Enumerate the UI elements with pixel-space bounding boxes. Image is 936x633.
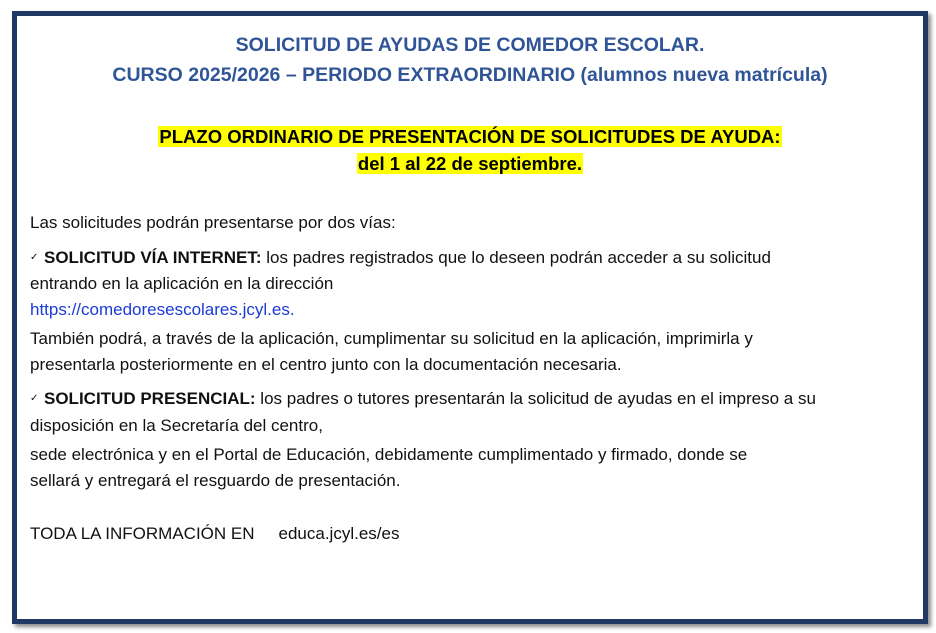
notice-title-line1: SOLICITUD DE AYUDAS DE COMEDOR ESCOLAR. <box>235 34 705 56</box>
intro-text: Las solicitudes podrán presentarse por dos vías: <box>30 213 396 232</box>
deadline-line2 <box>17 150 923 178</box>
presencial-line3: sede electrónica y en el Portal de Educación, debidamente cumplimentado y firmado, donde se <box>30 445 748 464</box>
footer-label: TODA LA INFORMACIÓN EN <box>30 524 255 543</box>
deadline-highlight-1: PLAZO ORDINARIO DE PRESENTACIÓN DE SOLICITUDES DE AYUDA: <box>159 126 781 147</box>
notice-title-line2: CURSO 2025/2026 – PERIODO EXTRAORDINARIO (alumnos nueva matrícula) <box>112 64 828 86</box>
check-bullet-icon: ✓ <box>30 251 39 263</box>
comedores-link[interactable]: https://comedoresescolares.jcyl.es. <box>30 300 295 319</box>
internet-label: SOLICITUD VÍA INTERNET: <box>44 248 262 267</box>
presencial-line2: disposición en la Secretaría del centro, <box>30 416 323 435</box>
internet-text1: los padres registrados que lo deseen podrán acceder a su solicitud <box>261 248 771 267</box>
notice-frame <box>12 11 928 624</box>
presencial-line1 <box>30 386 816 413</box>
internet-line1 <box>30 245 771 272</box>
deadline-highlight-2: del 1 al 22 de septiembre. <box>357 153 583 174</box>
footer-info <box>30 521 399 547</box>
check-bullet-icon: ✓ <box>30 392 39 404</box>
presencial-text1: los padres o tutores presentarán la solicitud de ayudas en el impreso a su <box>255 389 816 408</box>
internet-line3: También podrá, a través de la aplicación, cumplimentar su solicitud en la aplicación, imprimirla y <box>30 329 753 348</box>
presencial-line4: sellará y entregará el resguardo de presentación. <box>30 471 401 490</box>
internet-line2: entrando en la aplicación en la dirección <box>30 274 334 293</box>
presencial-label: SOLICITUD PRESENCIAL: <box>44 389 256 408</box>
internet-line4: presentarla posteriormente en el centro junto con la documentación necesaria. <box>30 355 622 374</box>
deadline-line1 <box>17 123 923 151</box>
footer-site: educa.jcyl.es/es <box>278 524 400 543</box>
